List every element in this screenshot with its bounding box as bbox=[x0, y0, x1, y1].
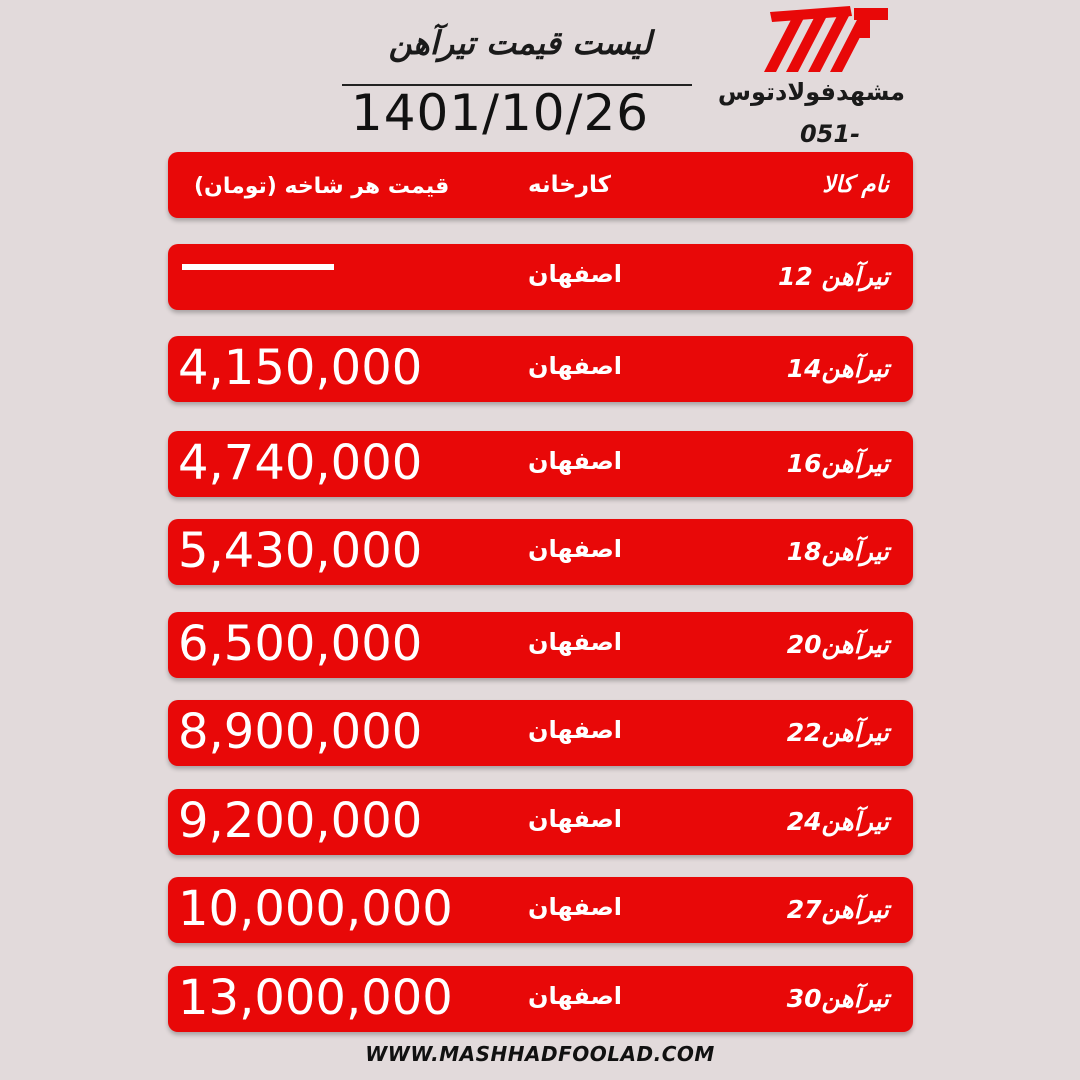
table-row bbox=[168, 612, 913, 678]
product-name: تیرآهن22 bbox=[786, 718, 889, 747]
brand-name: مشهدفولادتوس bbox=[717, 78, 905, 106]
factory-name: اصفهان bbox=[528, 982, 623, 1010]
steel-beam-logo-icon bbox=[760, 6, 890, 74]
column-header-price: قیمت هر شاخه (تومان) bbox=[194, 174, 450, 199]
column-header-factory: کارخانه bbox=[528, 172, 612, 198]
table-row bbox=[168, 336, 913, 402]
table-row bbox=[168, 966, 913, 1032]
factory-name: اصفهان bbox=[528, 352, 623, 380]
product-name: تیرآهن30 bbox=[786, 984, 889, 1013]
factory-name: اصفهان bbox=[528, 260, 623, 288]
brand-phone: 051- bbox=[799, 120, 861, 148]
price-date: 1401/10/26 bbox=[350, 84, 650, 142]
product-name: تیرآهن14 bbox=[786, 354, 889, 383]
product-name: تیرآهن24 bbox=[786, 807, 889, 836]
product-name: تیرآهن18 bbox=[786, 537, 889, 566]
website-link[interactable]: WWW.MASHHADFOOLAD.COM bbox=[365, 1042, 715, 1066]
factory-name: اصفهان bbox=[528, 628, 623, 656]
product-name: تیرآهن 12 bbox=[778, 262, 889, 291]
price-value: 10,000,000 bbox=[178, 881, 453, 937]
table-row bbox=[168, 789, 913, 855]
factory-name: اصفهان bbox=[528, 535, 623, 563]
factory-name: اصفهان bbox=[528, 447, 623, 475]
price-value: 13,000,000 bbox=[178, 970, 453, 1026]
table-row bbox=[168, 877, 913, 943]
column-header-name: نام کالا bbox=[822, 172, 889, 198]
product-name: تیرآهن20 bbox=[786, 630, 889, 659]
page-title: لیست قیمت تیرآهن bbox=[388, 24, 652, 62]
table-row bbox=[168, 431, 913, 497]
factory-name: اصفهان bbox=[528, 716, 623, 744]
factory-name: اصفهان bbox=[528, 893, 623, 921]
factory-name: اصفهان bbox=[528, 805, 623, 833]
table-row bbox=[168, 244, 913, 310]
table-row bbox=[168, 519, 913, 585]
table-header bbox=[168, 152, 913, 218]
price-value: 4,740,000 bbox=[178, 435, 423, 491]
price-value: 8,900,000 bbox=[178, 704, 423, 760]
price-value: 5,430,000 bbox=[178, 523, 423, 579]
product-name: تیرآهن16 bbox=[786, 449, 889, 478]
price-value: 9,200,000 bbox=[178, 793, 423, 849]
price-unavailable-dash bbox=[182, 264, 334, 270]
table-row bbox=[168, 700, 913, 766]
price-value: 6,500,000 bbox=[178, 616, 423, 672]
price-value: 4,150,000 bbox=[178, 340, 423, 396]
product-name: تیرآهن27 bbox=[786, 895, 889, 924]
